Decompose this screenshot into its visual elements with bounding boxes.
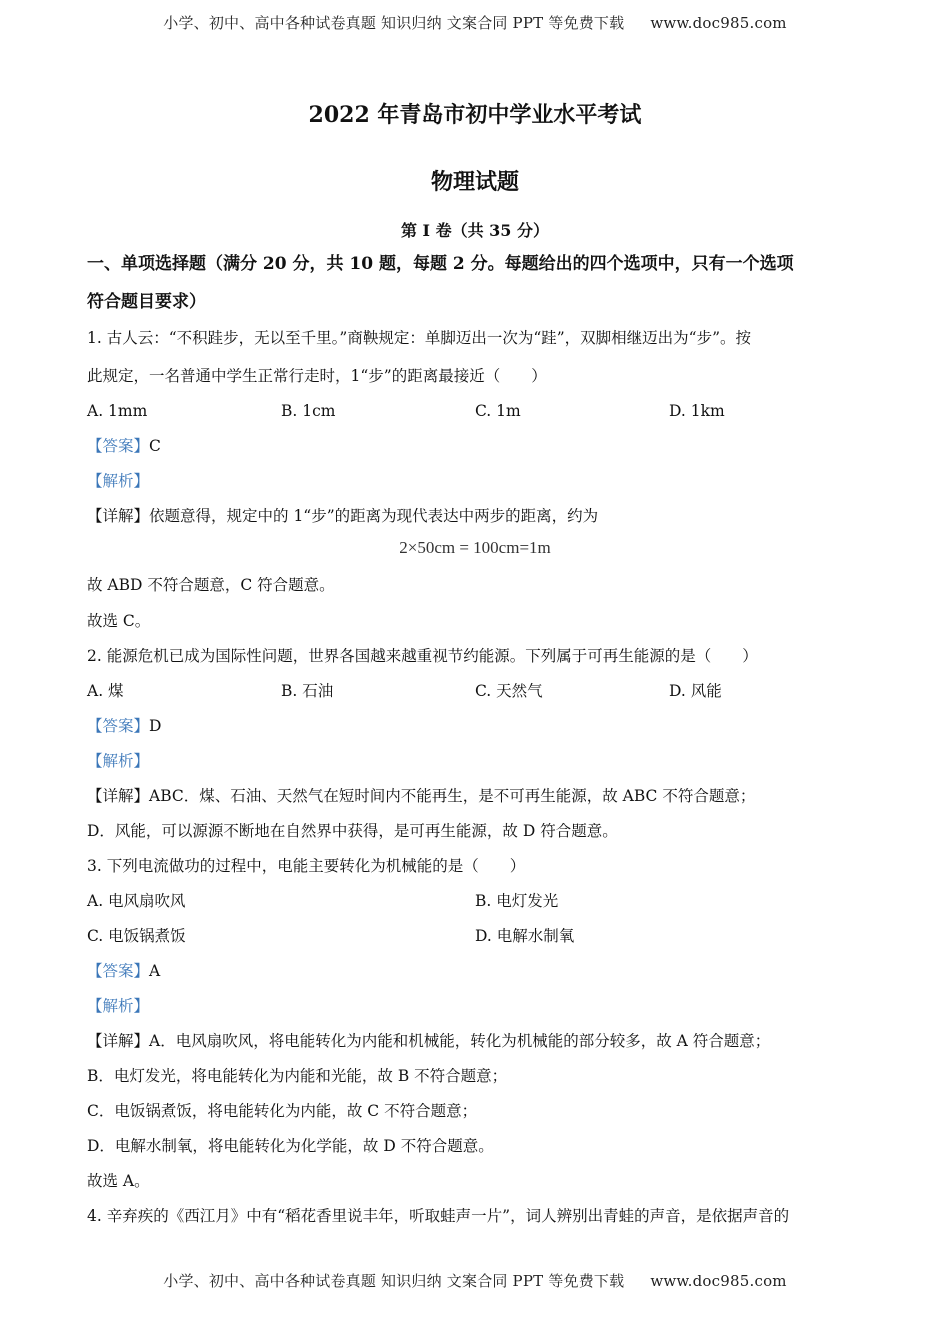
answer-label: 【答案】: [87, 962, 150, 980]
answer-value: D: [149, 717, 162, 735]
q1-option-c: C. 1m: [475, 402, 521, 420]
q3-option-b: B. 电灯发光: [475, 892, 559, 910]
banner-text: 小学、初中、高中各种试卷真题 知识归纳 文案合同 PPT 等免费下载: [163, 1272, 625, 1290]
detail-label: 【详解】: [87, 787, 150, 805]
q1-option-b: B. 1cm: [281, 402, 336, 420]
q1-formula: 2×50cm = 100cm=1m: [399, 538, 551, 557]
q1-conclusion-2: 故选 C。: [87, 612, 151, 630]
q2-option-a: A. 煤: [87, 682, 124, 700]
banner-text: 小学、初中、高中各种试卷真题 知识归纳 文案合同 PPT 等免费下载: [163, 14, 625, 32]
q3-detail-2: B．电灯发光，将电能转化为内能和光能，故 B 不符合题意；: [87, 1067, 508, 1085]
q1-stem-line1: 1. 古人云：“不积跬步，无以至千里。”商鞅规定：单脚迈出一次为“跬”，双脚相继迈出为“步”。按: [87, 329, 752, 347]
detail-text: A．电风扇吹风，将电能转化为内能和机械能，转化为机械能的部分较多，故 A 符合题意；: [149, 1032, 771, 1050]
q3-detail-1: [87, 1031, 770, 1051]
detail-text: ABC．煤、石油、天然气在短时间内不能再生，是不可再生能源，故 ABC 不符合题意；: [149, 787, 756, 805]
answer-label: 【答案】: [87, 717, 150, 735]
q3-answer: [87, 961, 160, 981]
footer-banner: [0, 1270, 950, 1291]
subject-title: 物理试题: [430, 169, 519, 195]
q1-answer: [87, 436, 161, 456]
section-heading-line1: 一、单项选择题（满分 20 分，共 10 题，每题 2 分。每题给出的四个选项中，只有一个选项: [87, 254, 794, 274]
answer-value: C: [149, 437, 161, 455]
exam-title: 2022 年青岛市初中学业水平考试: [308, 102, 642, 128]
q3-conclusion: 故选 A。: [87, 1172, 150, 1190]
q1-conclusion-1: 故 ABD 不符合题意，C 符合题意。: [87, 576, 335, 594]
banner-url[interactable]: www.doc985.com: [650, 1272, 787, 1290]
q2-detail-1: [87, 786, 755, 806]
q2-stem: 2. 能源危机已成为国际性问题，世界各国越来越重视节约能源。下列属于可再生能源的是（ ）: [87, 647, 758, 665]
detail-text: 依题意得，规定中的 1“步”的距离为现代表达中两步的距离，约为: [149, 507, 599, 525]
q1-analysis-label: 【解析】: [87, 472, 150, 490]
q3-option-c: C. 电饭锅煮饭: [87, 927, 186, 945]
q3-detail-3: C．电饭锅煮饭，将电能转化为内能，故 C 不符合题意；: [87, 1102, 478, 1120]
q1-detail: [87, 506, 598, 526]
detail-label: 【详解】: [87, 507, 150, 525]
q1-option-d: D. 1km: [669, 402, 725, 420]
q3-option-a: A. 电风扇吹风: [87, 892, 186, 910]
q3-option-d: D. 电解水制氧: [475, 927, 575, 945]
q1-stem-line2: 此规定，一名普通中学生正常行走时，1“步”的距离最接近（ ）: [87, 367, 547, 385]
banner-url[interactable]: www.doc985.com: [650, 14, 787, 32]
q3-detail-4: D．电解水制氧，将电能转化为化学能，故 D 不符合题意。: [87, 1137, 494, 1155]
q2-option-b: B. 石油: [281, 682, 334, 700]
q2-option-d: D. 风能: [669, 682, 722, 700]
q1-option-a: A. 1mm: [87, 402, 148, 420]
q3-analysis-label: 【解析】: [87, 997, 150, 1015]
volume-title: 第 I 卷（共 35 分）: [400, 221, 550, 240]
answer-label: 【答案】: [87, 437, 150, 455]
header-banner: [0, 12, 950, 33]
q2-option-c: C. 天然气: [475, 682, 543, 700]
answer-value: A: [149, 962, 161, 980]
q3-stem: 3. 下列电流做功的过程中，电能主要转化为机械能的是（ ）: [87, 857, 526, 875]
q2-analysis-label: 【解析】: [87, 752, 150, 770]
q2-answer: [87, 716, 161, 736]
q2-detail-2: D．风能，可以源源不断地在自然界中获得，是可再生能源，故 D 符合题意。: [87, 822, 618, 840]
section-heading-line2: 符合题目要求）: [87, 292, 206, 312]
detail-label: 【详解】: [87, 1032, 150, 1050]
q4-stem: 4. 辛弃疾的《西江月》中有“稻花香里说丰年，听取蛙声一片”，词人辨别出青蛙的声音，是依据声音的: [87, 1207, 790, 1225]
